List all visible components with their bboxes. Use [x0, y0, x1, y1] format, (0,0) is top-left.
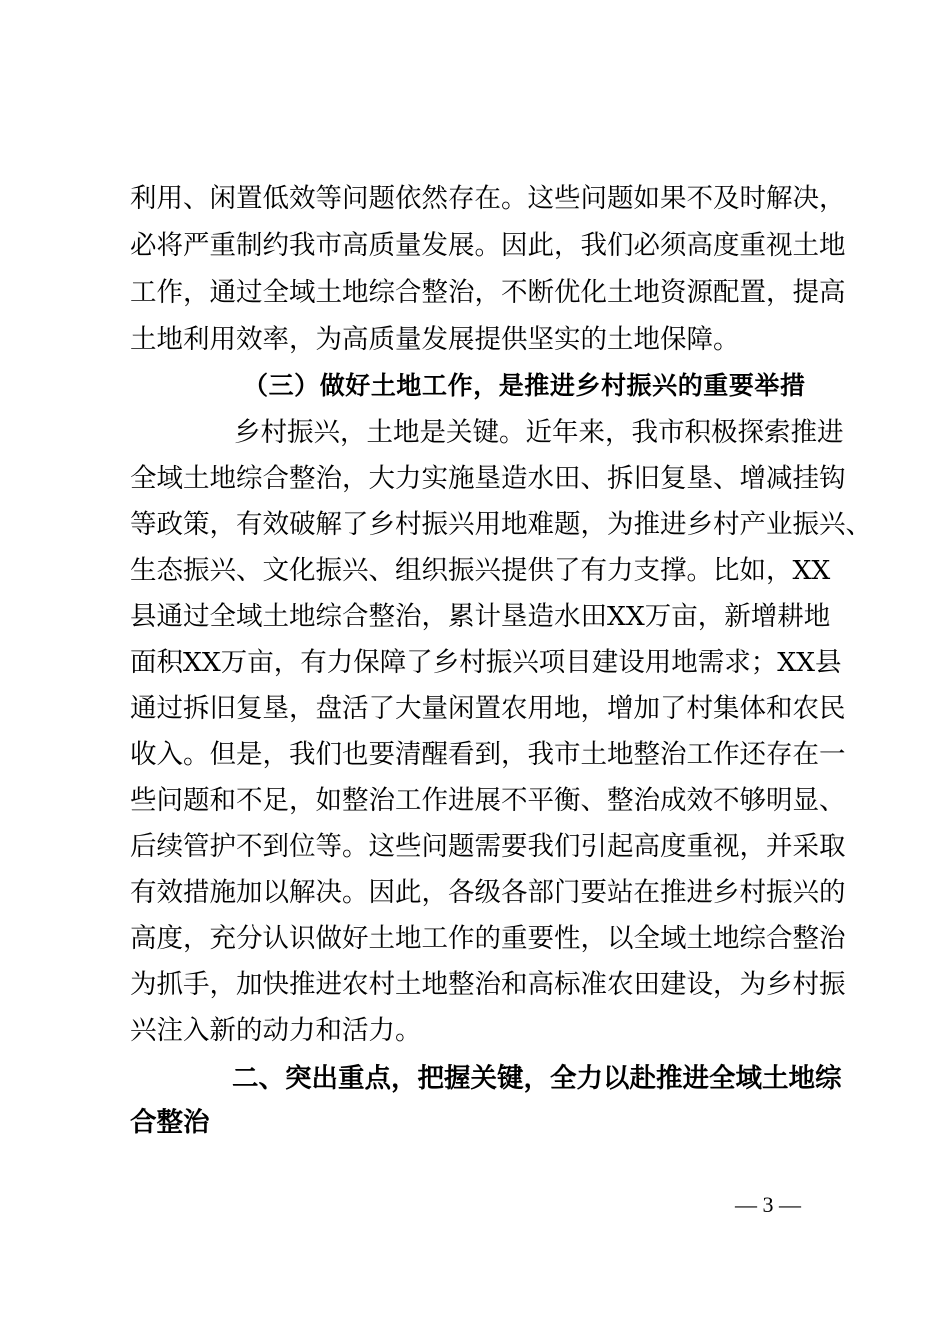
- paragraph-line: 县通过全域土地综合整治，累计垦造水田XX万亩，新增耕地: [130, 601, 831, 632]
- paragraph-line: 兴注入新的动力和活力。: [130, 1015, 422, 1046]
- paragraph-line: 后续管护不到位等。这些问题需要我们引起高度重视，并采取: [130, 831, 846, 862]
- section-3-heading: （三）做好土地工作，是推进乡村振兴的重要举措: [243, 371, 805, 400]
- paragraph-line: 利用、闲置低效等问题依然存在。这些问题如果不及时解决，: [130, 183, 846, 214]
- paragraph-line: 有效措施加以解决。因此，各级各部门要站在推进乡村振兴的: [130, 877, 846, 908]
- paragraph-line: 工作，通过全域土地综合整治，不断优化土地资源配置，提高: [130, 277, 846, 308]
- paragraph-line: 生态振兴、文化振兴、组织振兴提供了有力支撑。比如，XX: [130, 555, 831, 586]
- paragraph-line: 全域土地综合整治，大力实施垦造水田、拆旧复垦、增减挂钩: [130, 463, 846, 494]
- paragraph-line: 等政策，有效破解了乡村振兴用地难题，为推进乡村产业振兴、: [130, 509, 872, 540]
- paragraph-line: 收入。但是，我们也要清醒看到，我市土地整治工作还存在一: [130, 739, 846, 770]
- page-number: — 3 —: [735, 1192, 801, 1217]
- paragraph-line: 必将严重制约我市高质量发展。因此，我们必须高度重视土地: [130, 230, 846, 261]
- paragraph-line: 面积XX万亩，有力保障了乡村振兴项目建设用地需求；XX县: [130, 647, 842, 678]
- paragraph-line: 通过拆旧复垦，盘活了大量闲置农用地，增加了村集体和农民: [130, 693, 846, 724]
- paragraph-line: 乡村振兴，土地是关键。近年来，我市积极探索推进: [234, 417, 844, 448]
- paragraph-line: 高度，充分认识做好土地工作的重要性，以全域土地综合整治: [130, 923, 846, 954]
- paragraph-line: 些问题和不足，如整治工作进展不平衡、整治成效不够明显、: [130, 785, 846, 816]
- paragraph-line: 土地利用效率，为高质量发展提供坚实的土地保障。: [130, 324, 740, 355]
- heading-line: 二、突出重点，把握关键，全力以赴推进全域土地综: [232, 1063, 842, 1094]
- heading-line: 合整治: [130, 1107, 210, 1138]
- paragraph-line: 为抓手，加快推进农村土地整治和高标准农田建设，为乡村振: [130, 969, 846, 1000]
